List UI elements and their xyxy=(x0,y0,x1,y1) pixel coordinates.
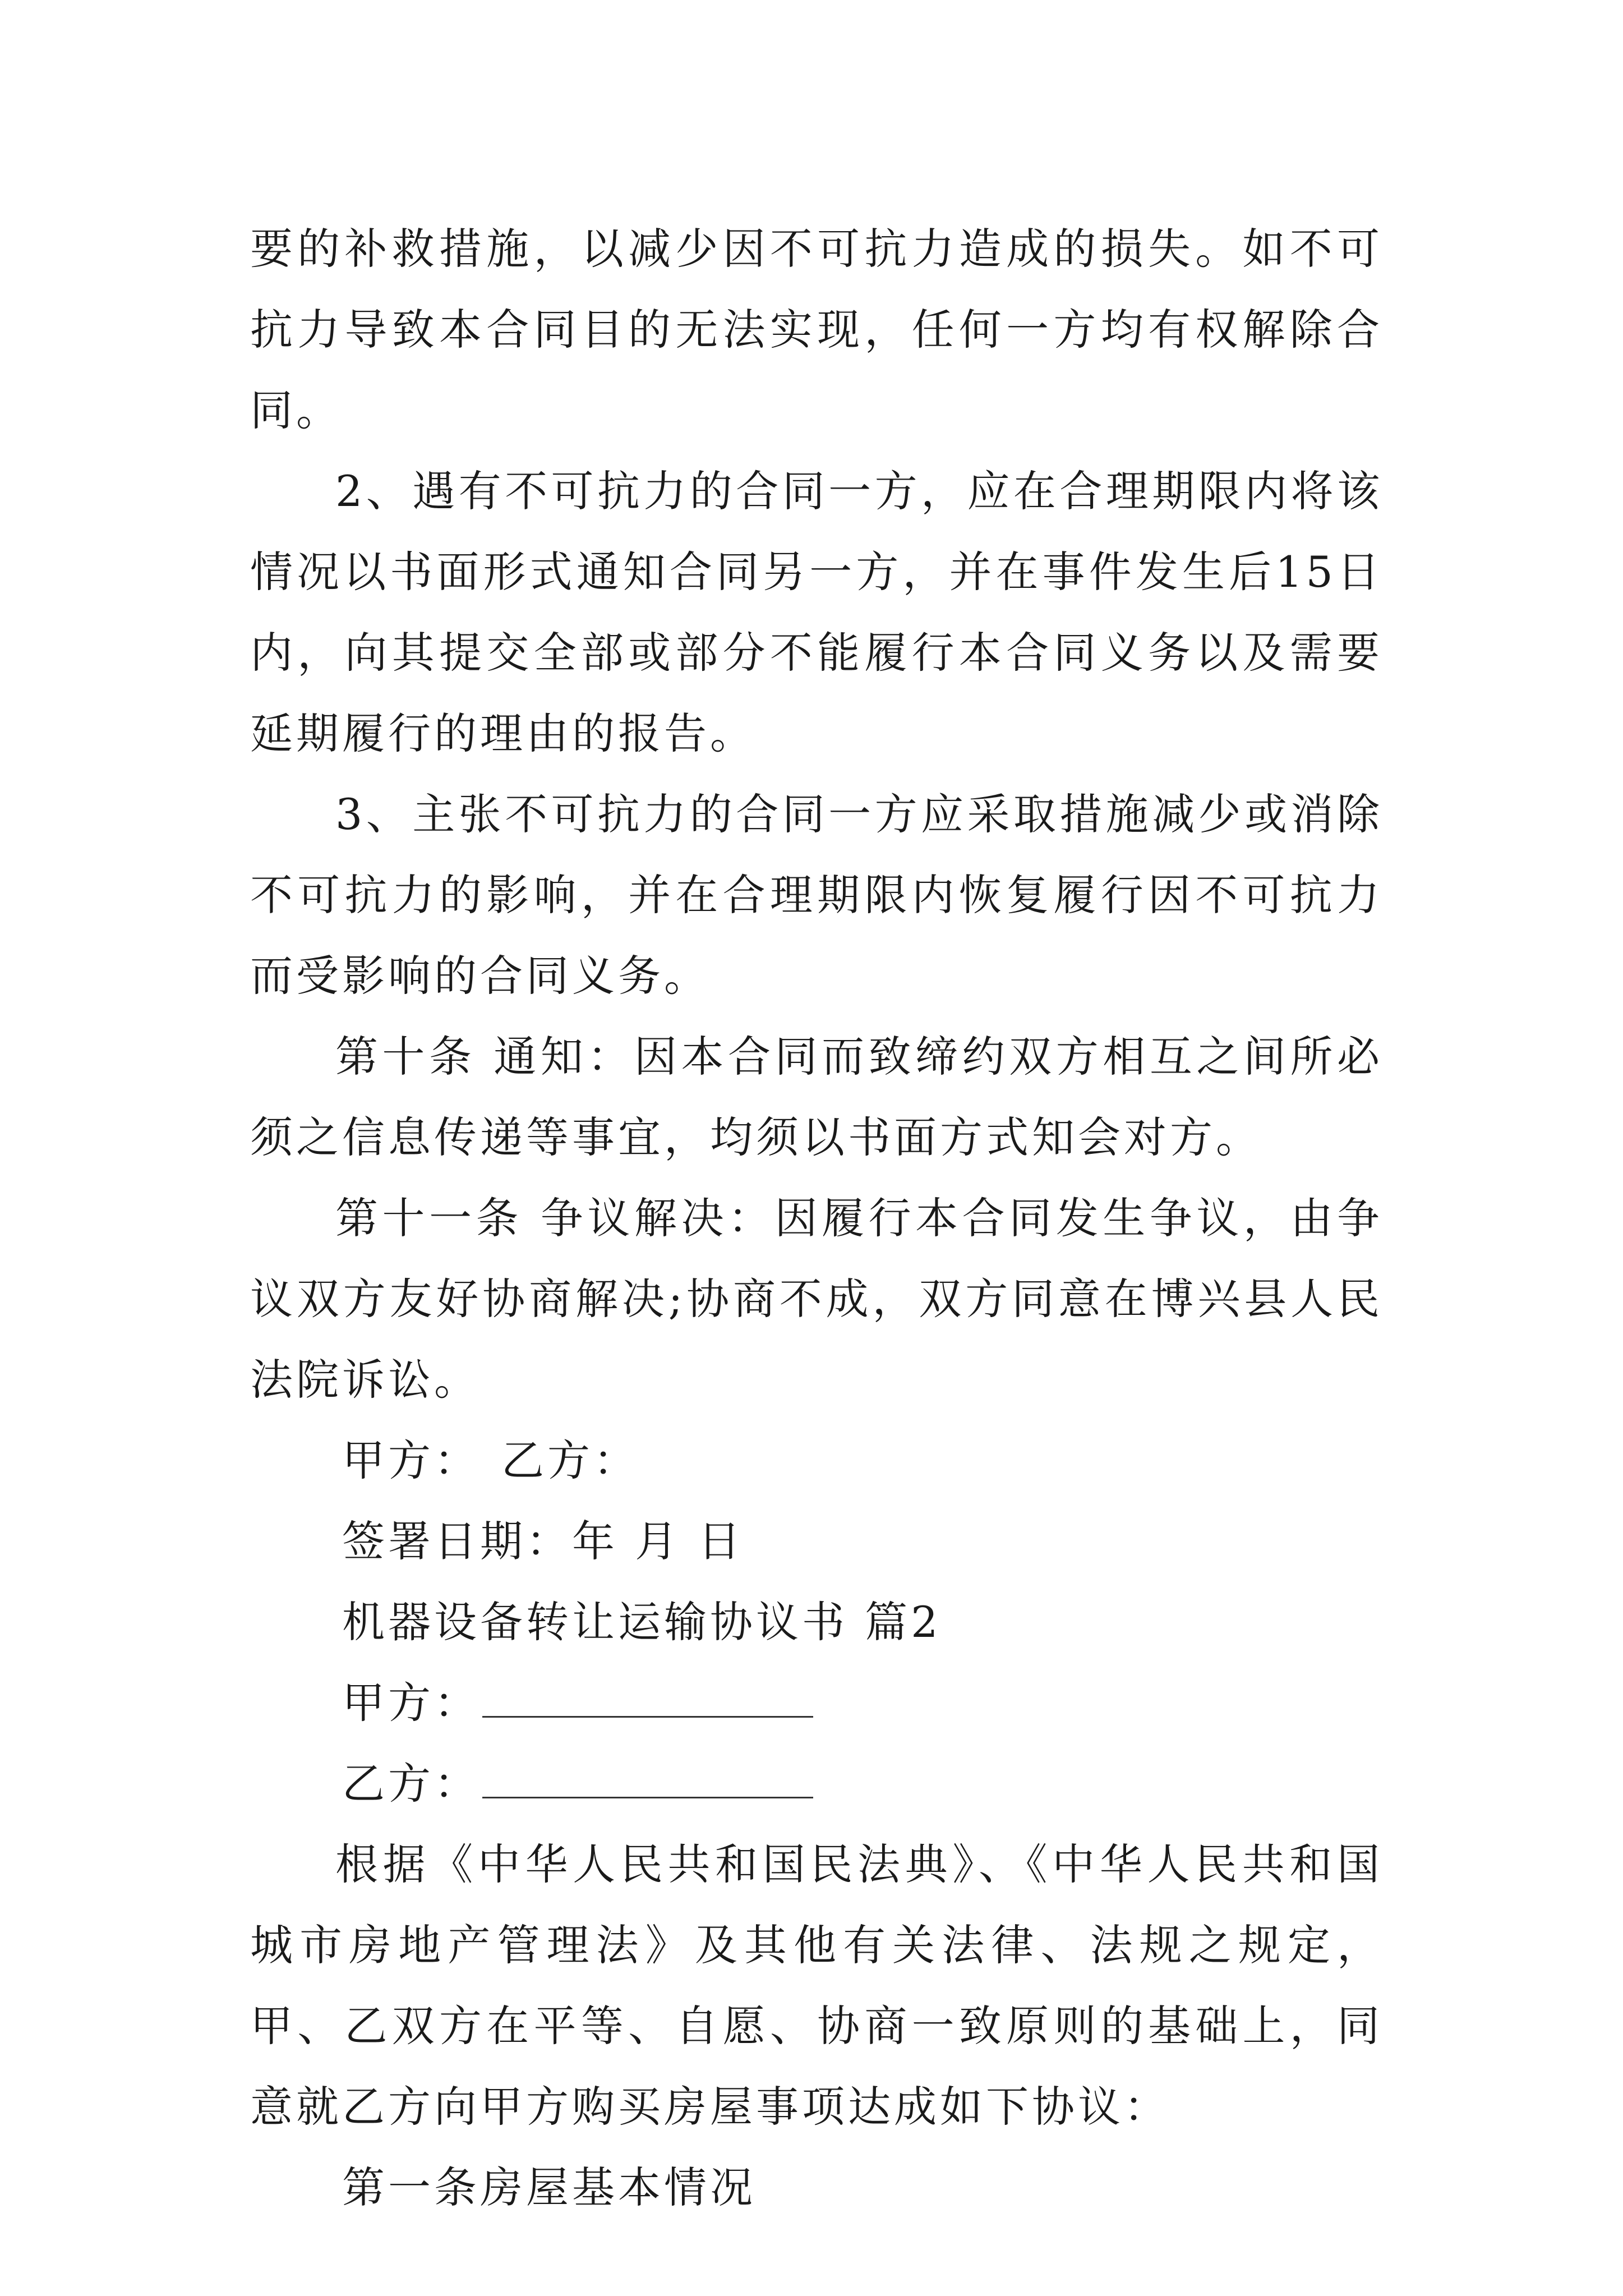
continued-paragraph: 要的补救措施，以减少因不可抗力造成的损失。如不可抗力导致本合同目的无法实现，任何一方均有权解除合同。 xyxy=(250,224,1383,435)
article-11: 第十一条 争议解决：因履行本合同发生争议，由争议双方友好协商解决;协商不成，双方同意在博兴县人民法院诉讼。 xyxy=(250,1193,1383,1405)
party-a-label: 甲方： xyxy=(342,1435,480,1485)
clause-2: 2、遇有不可抗力的合同一方，应在合理期限内将该情况以书面形式通知合同另一方，并在事件发生后15日内，向其提交全部或部分不能履行本合同义务以及需要延期履行的理由的报告。 xyxy=(250,466,1383,758)
party-b-blank-line xyxy=(482,1763,813,1798)
signing-date: 签署日期：年 月 日 xyxy=(342,1516,744,1566)
party-a-field-label: 甲方： xyxy=(342,1678,480,1728)
section-title: 机器设备转让运输协议书 篇2 xyxy=(342,1597,942,1647)
clause-3: 3、主张不可抗力的合同一方应采取措施减少或消除不可抗力的影响，并在合理期限内恢复履行因不可抗力而受影响的合同义务。 xyxy=(250,789,1383,1001)
party-b-label: 乙方： xyxy=(501,1435,639,1485)
document-body xyxy=(250,209,1383,2228)
party-a-field xyxy=(250,1663,1383,1743)
article-1-heading: 第一条房屋基本情况 xyxy=(342,2162,756,2212)
article-10: 第十条 通知：因本合同而致缔约双方相互之间所必须之信息传递等事宜，均须以书面方式知会对方。 xyxy=(250,1032,1383,1162)
preamble: 根据《中华人民共和国民法典》、《中华人民共和国城市房地产管理法》及其他有关法律、法规之规定，甲、乙双方在平等、自愿、协商一致原则的基础上，同意就乙方向甲方购买房屋事项达成如下协议： xyxy=(250,1839,1383,2132)
party-a-blank-line xyxy=(482,1682,813,1718)
party-b-field-label: 乙方： xyxy=(342,1759,480,1809)
party-b-field xyxy=(250,1743,1383,1824)
signature-parties-line xyxy=(250,1420,1383,1501)
